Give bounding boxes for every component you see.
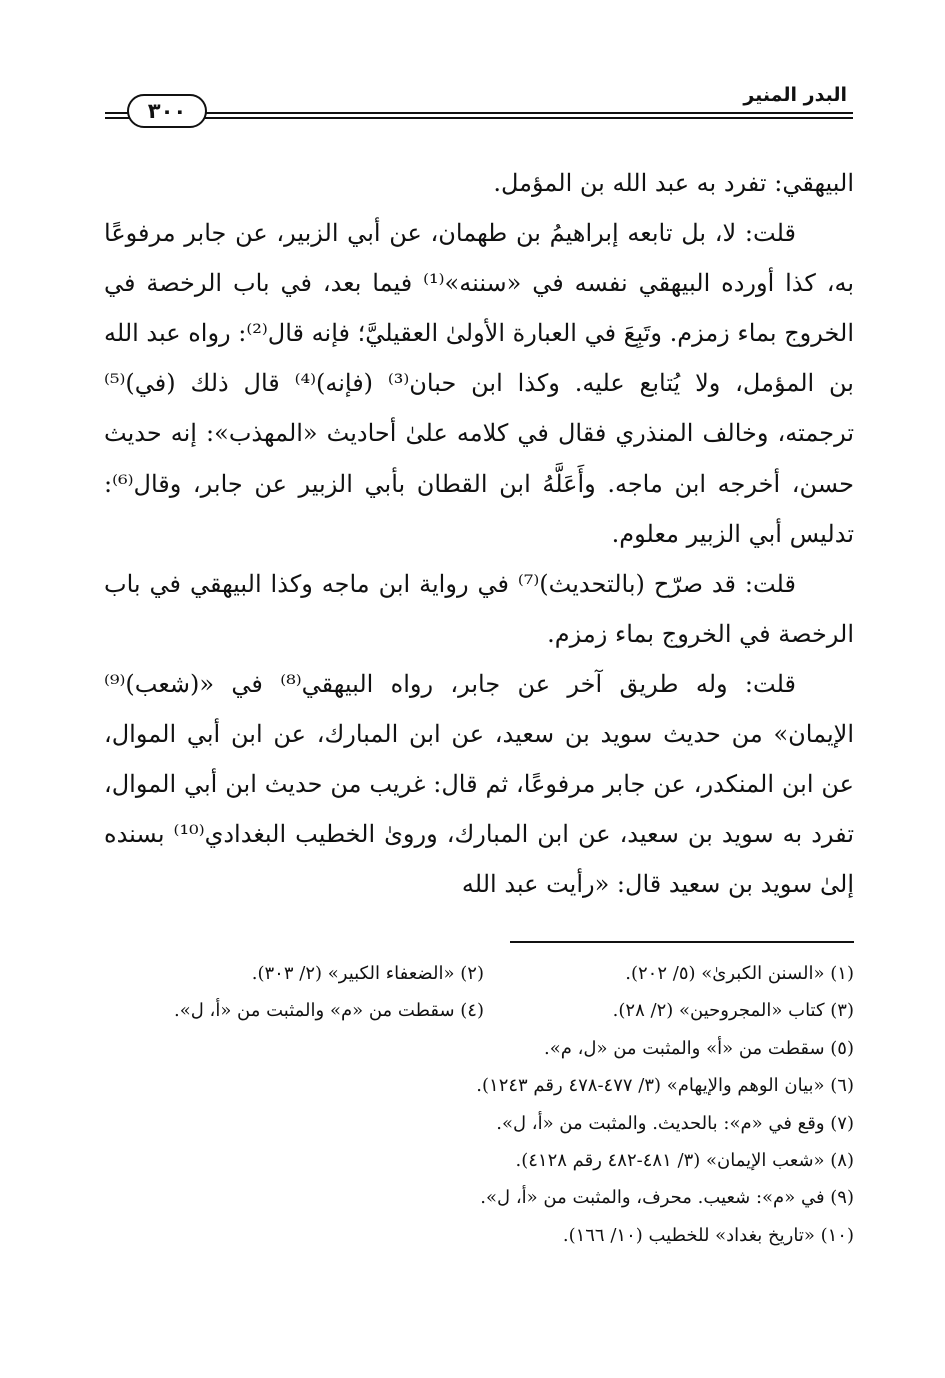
page-header xyxy=(105,84,853,134)
footnote-7: (٧) وقع في «م»: بالحديث. والمثبت من «أ، ل». xyxy=(496,1112,854,1134)
paragraph: البيهقي: تفرد به عبد الله بن المؤمل. xyxy=(493,169,854,197)
paragraph: قلت: وله طريق آخر عن جابر، رواه البيهقي⁽⁸⁾ في «(شعب)⁽⁹⁾ الإيمان» من حديث سويد بن سعيد، عن ابن المبارك، عن ابن أبي الموال، عن ابن المنكدر، عن جابر مرفوعًا، ثم قال: غريب من حديث ابن أبي الموال، تفرد به سويد بن سعيد، عن ابن المبارك، وروىٰ الخطيب البغدادي⁽¹⁰⁾ بسنده إلىٰ سويد بن سعيد قال: «رأيت عبد الله xyxy=(104,669,854,899)
footnote-6: (٦) «بيان الوهم والإيهام» (٣/ ٤٧٧-٤٧٨ رقم ١٢٤٣). xyxy=(476,1075,854,1097)
footnote-3: (٣) كتاب «المجروحين» (٢/ ٢٨). xyxy=(612,1000,854,1022)
footnote-row xyxy=(104,955,854,992)
footnote-2: (٢) «الضعفاء الكبير» (٢/ ٣٠٣). xyxy=(251,963,484,984)
footnote-1: (١) «السنن الكبرىٰ» (٥/ ٢٠٢). xyxy=(625,963,854,984)
main-text xyxy=(104,158,854,909)
footnote-row xyxy=(104,992,854,1029)
footnote-8: (٨) «شعب الإيمان» (٣/ ٤٨١-٤٨٢ رقم ٤١٢٨). xyxy=(515,1150,854,1172)
page-number: ٣٠٠ xyxy=(127,94,207,128)
footnote-separator xyxy=(510,941,854,943)
header-rule-top xyxy=(105,112,853,114)
book-title: البدر المنير xyxy=(743,84,847,106)
footnote-9: (٩) في «م»: شعيب. محرف، والمثبت من «أ، ل». xyxy=(480,1187,854,1209)
footnote-10: (١٠) «تاريخ بغداد» للخطيب (١٠/ ١٦٦). xyxy=(562,1224,854,1246)
footnotes xyxy=(104,955,854,1254)
footnote-4: (٤) سقطت من «م» والمثبت من «أ، ل». xyxy=(173,1000,484,1022)
paragraph: قلت: قد صرّح (بالتحديث)⁽⁷⁾ في رواية ابن ماجه وكذا البيهقي في باب الرخصة في الخروج بماء زمزم. xyxy=(104,569,854,648)
header-rule-bottom xyxy=(105,117,853,119)
footnote-5: (٥) سقطت من «أ» والمثبت من «ل، م». xyxy=(543,1037,854,1059)
paragraph: قلت: لا، بل تابعه إبراهيمُ بن طهمان، عن أبي الزبير، عن جابر مرفوعًا به، كذا أورده البيهقي نفسه في «سننه»⁽¹⁾ فيما بعد، في باب الرخصة في الخروج بماء زمزم. وتَبِعَ في العبارة الأولىٰ العقيليَّ؛ فإنه قال⁽²⁾: رواه عبد الله بن المؤمل، ولا يُتابع عليه. وكذا ابن حبان⁽³⁾ (فإنه)⁽⁴⁾ قال ذلك (في)⁽⁵⁾ ترجمته، وخالف المنذري فقال في كلامه علىٰ أحاديث «المهذب»: إنه حديث حسن، أخرجه ابن ماجه. وأَعَلَّهُ ابن القطان بأبي الزبير عن جابر، وقال⁽⁶⁾: تدليس أبي الزبير معلوم. xyxy=(104,219,854,548)
